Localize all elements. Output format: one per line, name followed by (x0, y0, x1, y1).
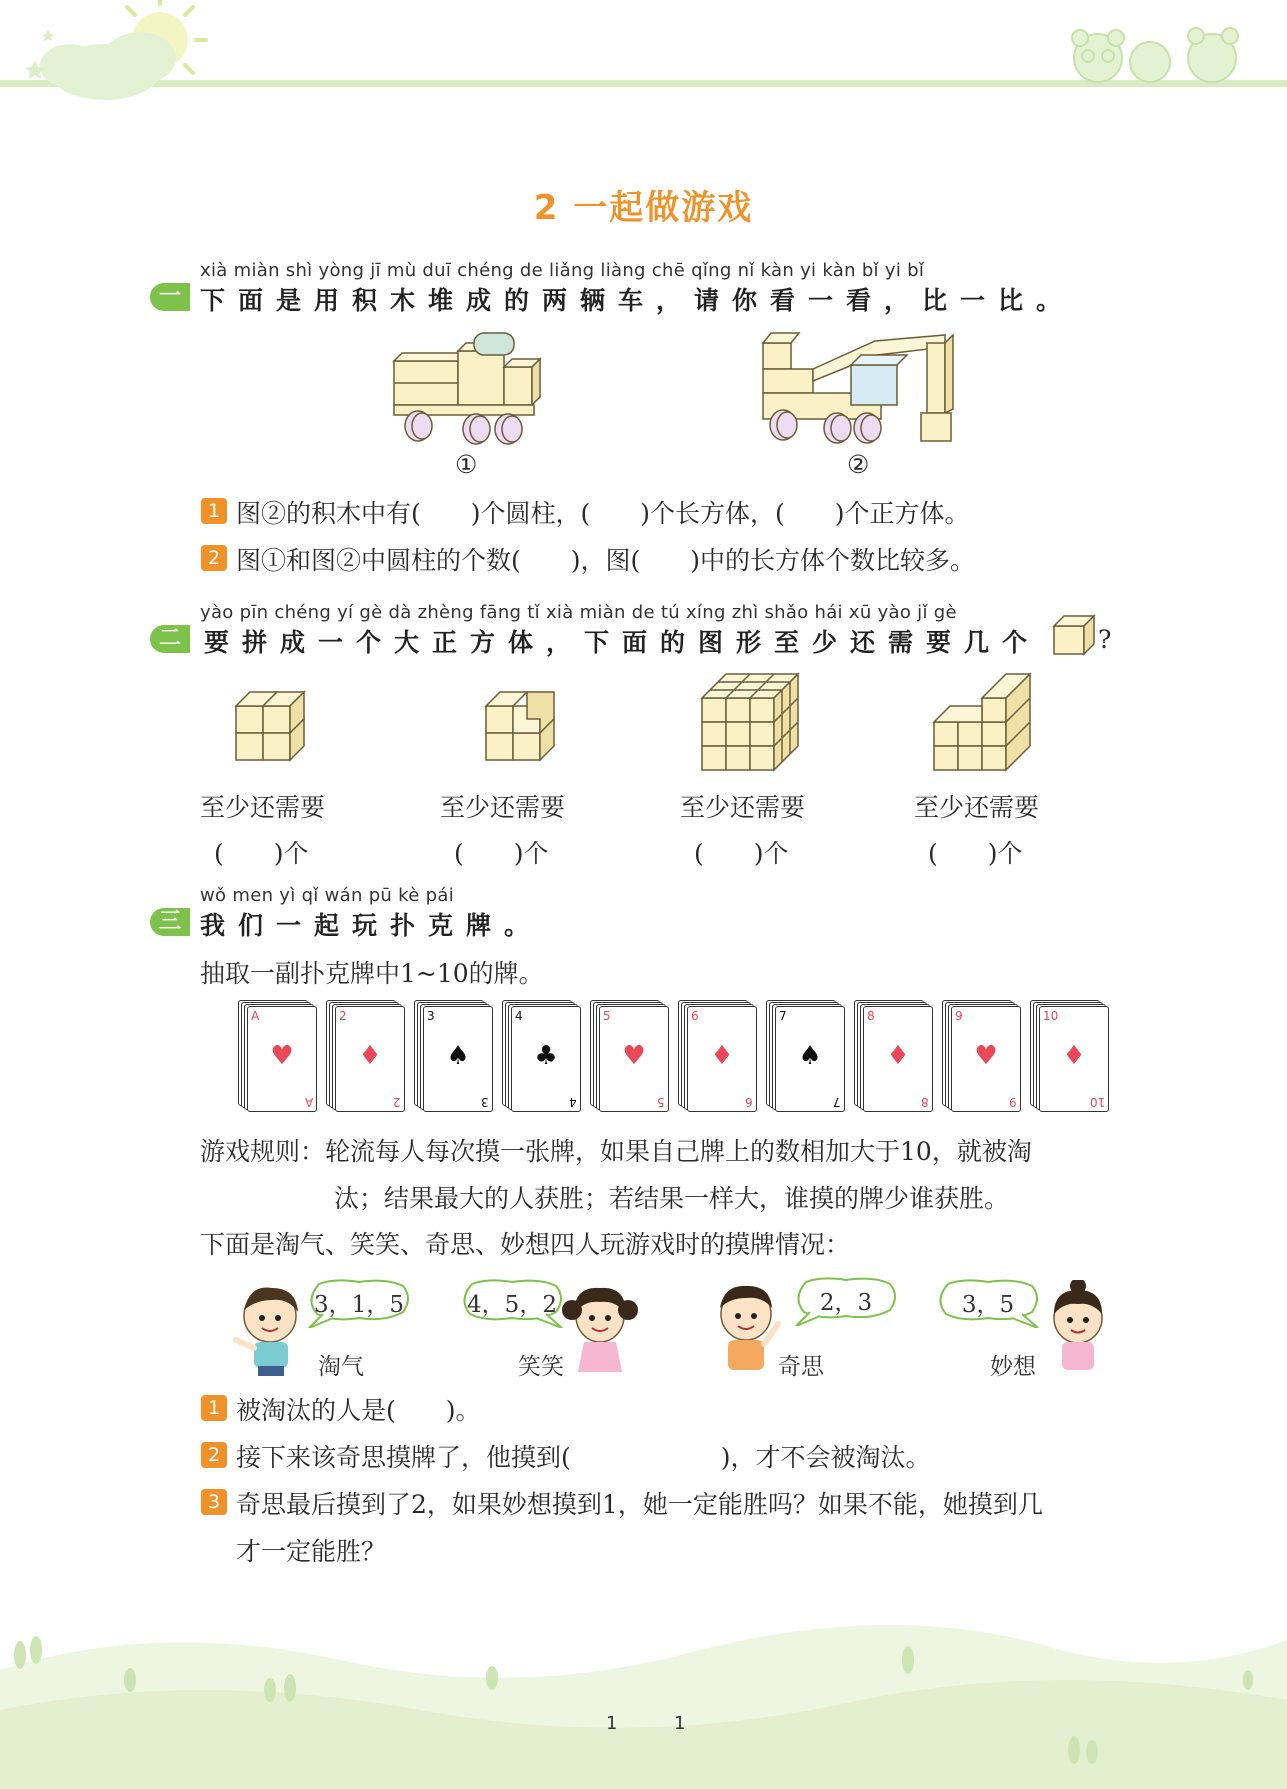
poker-card-7 (766, 1000, 846, 1115)
q1-item2-text: 图①和图②中圆柱的个数( )，图( )中的长方体个数比较多。 (236, 546, 976, 575)
figure-label-1: ① (455, 450, 478, 479)
bubble-miaoxiang-cards: 3，5 (961, 1292, 1015, 1318)
q3-item1-number: 1 (201, 1395, 227, 1421)
poker-card-4 (502, 1000, 582, 1115)
q1-item1-number: 1 (201, 498, 227, 524)
section1-pinyin: xià miàn shì yòng jī mù duī chéng de liǎng liàng chē qǐng nǐ kàn yi kàn bǐ yi bǐ (200, 260, 925, 281)
cube-figure-1 (230, 682, 310, 762)
kid-taoqi-avatar (232, 1280, 312, 1380)
answer-2-label: 至少还需要 (440, 793, 566, 822)
kid-xiaoxiao-name: 笑笑 (518, 1354, 564, 1380)
card-rank-bottom: 3 (481, 1095, 489, 1109)
q1-item2-number: 2 (201, 545, 227, 571)
kid-qisi-avatar (708, 1280, 788, 1380)
answer-4-label: 至少还需要 (914, 793, 1040, 822)
card-face (775, 1006, 845, 1112)
kid-taoqi-name: 淘气 (318, 1354, 364, 1380)
card-rank-bottom: 8 (921, 1095, 929, 1109)
rules-line-2: 汰；结果最大的人获胜；若结果一样大，谁摸的牌少谁获胜。 (334, 1184, 1010, 1213)
cube-figure-4 (930, 670, 1036, 776)
section1-question: 下面是用积木堆成的两辆车，请你看一看，比一比。 (200, 286, 1075, 315)
section2-badge: 二 (150, 625, 190, 653)
card-rank-bottom: 5 (657, 1095, 665, 1109)
card-face (863, 1006, 933, 1112)
card-suit-icon: ♠ (446, 1041, 470, 1071)
card-rank: A (251, 1009, 260, 1023)
card-suit-icon: ♥ (974, 1041, 998, 1071)
q3-item2-number: 2 (201, 1442, 227, 1468)
card-suit-icon: ♦ (886, 1041, 910, 1071)
poker-card-3 (414, 1000, 494, 1115)
q3-item3-text-cont: 才一定能胜？ (236, 1537, 387, 1566)
card-suit-icon: ♣ (534, 1041, 558, 1071)
kid-miaoxiang-name: 妙想 (990, 1354, 1036, 1380)
poker-card-10 (1030, 1000, 1110, 1115)
section2-pinyin: yào pīn chéng yí gè dà zhèng fāng tǐ xià miàn de tú xíng zhì shǎo hái xū yào jǐ gè (200, 602, 957, 623)
page-title: 2 一起做游戏 (533, 188, 754, 228)
card-rank: 4 (515, 1009, 523, 1023)
card-face (335, 1006, 405, 1112)
poker-card-5 (590, 1000, 670, 1115)
cards-row (238, 1000, 1118, 1115)
footer-landscape (0, 1580, 1287, 1789)
card-rank-bottom: 10 (1089, 1095, 1105, 1109)
animal-faces-icon (1072, 28, 1238, 82)
card-face (247, 1006, 317, 1112)
answer-2-blank: ( )个 (454, 839, 549, 868)
cloud-icon (40, 32, 176, 100)
page-number-right: 1 (674, 1713, 686, 1734)
situation-text: 下面是淘气、笑笑、奇思、妙想四人玩游戏时的摸牌情况： (200, 1230, 851, 1259)
card-rank: 7 (779, 1009, 787, 1023)
section3-badge: 三 (150, 908, 190, 936)
card-rank: 3 (427, 1009, 435, 1023)
card-rank: 8 (867, 1009, 875, 1023)
card-suit-icon: ♥ (270, 1041, 294, 1071)
card-rank: 9 (955, 1009, 963, 1023)
q1-item1-text: 图②的积木中有( )个圆柱，( )个长方体，( )个正方体。 (236, 499, 970, 528)
q3-item2-text: 接下来该奇思摸牌了，他摸到( )，才不会被淘汰。 (236, 1443, 931, 1472)
q3-item3-text: 奇思最后摸到了2，如果妙想摸到1，她一定能胜吗？如果不能，她摸到几 (236, 1490, 1043, 1519)
card-face (423, 1006, 493, 1112)
poker-card-8 (854, 1000, 934, 1115)
section3-pinyin: wǒ men yì qǐ wán pū kè pái (200, 885, 454, 906)
section2-question: 要拼成一个大正方体，下面的图形至少还需要几个 (204, 628, 1041, 657)
answer-3-label: 至少还需要 (680, 793, 806, 822)
bubble-xiaoxiao-cards: 4，5，2 (467, 1292, 557, 1318)
q3-item3-number: 3 (201, 1489, 227, 1515)
card-rank-bottom: 9 (1009, 1095, 1017, 1109)
cube-figure-3 (698, 670, 804, 776)
block-truck-1-figure (390, 325, 550, 450)
card-face (951, 1006, 1021, 1112)
poker-card-2 (326, 1000, 406, 1115)
card-suit-icon: ♦ (358, 1041, 382, 1071)
poker-card-6 (678, 1000, 758, 1115)
card-rank: 2 (339, 1009, 347, 1023)
card-rank: 5 (603, 1009, 611, 1023)
rules-line-1: 游戏规则：轮流每人每次摸一张牌，如果自己牌上的数相加大于10，就被淘 (200, 1137, 1032, 1166)
bubble-taoqi-cards: 3，1，5 (314, 1292, 404, 1318)
card-face (511, 1006, 581, 1112)
card-rank-bottom: 2 (393, 1095, 401, 1109)
card-rank-bottom: A (304, 1095, 313, 1109)
section3-question: 我们一起玩扑克牌。 (200, 911, 543, 940)
card-face (599, 1006, 669, 1112)
card-face (1039, 1006, 1109, 1112)
kid-qisi-name: 奇思 (778, 1354, 824, 1380)
small-cube-icon (1052, 614, 1096, 656)
answer-1-label: 至少还需要 (200, 793, 326, 822)
poker-card-A (238, 1000, 318, 1115)
q3-item1-text: 被淘汰的人是( )。 (236, 1396, 481, 1425)
card-suit-icon: ♥ (622, 1041, 646, 1071)
answer-3-blank: ( )个 (694, 839, 789, 868)
answer-4-blank: ( )个 (928, 839, 1023, 868)
card-rank: 10 (1043, 1009, 1059, 1023)
card-rank-bottom: 4 (569, 1095, 577, 1109)
kid-xiaoxiao-avatar (560, 1280, 640, 1380)
card-rank-bottom: 6 (745, 1095, 753, 1109)
cube-figure-2 (480, 682, 560, 762)
header-decoration (0, 0, 1287, 110)
section2-question-end: ? (1098, 625, 1112, 654)
section1-badge: 一 (150, 283, 190, 311)
card-suit-icon: ♦ (710, 1041, 734, 1071)
card-rank: 6 (691, 1009, 699, 1023)
card-suit-icon: ♦ (1062, 1041, 1086, 1071)
figure-label-2: ② (847, 450, 870, 479)
section3-intro: 抽取一副扑克牌中1~10的牌。 (200, 959, 544, 988)
answer-1-blank: ( )个 (214, 839, 309, 868)
poker-card-9 (942, 1000, 1022, 1115)
kid-miaoxiang-avatar (1040, 1280, 1120, 1380)
block-truck-2-figure (755, 325, 965, 450)
card-rank-bottom: 7 (833, 1095, 841, 1109)
card-face (687, 1006, 757, 1112)
bubble-qisi-cards: 2，3 (819, 1290, 873, 1316)
card-suit-icon: ♠ (798, 1041, 822, 1071)
page-number-left: 1 (606, 1713, 618, 1734)
